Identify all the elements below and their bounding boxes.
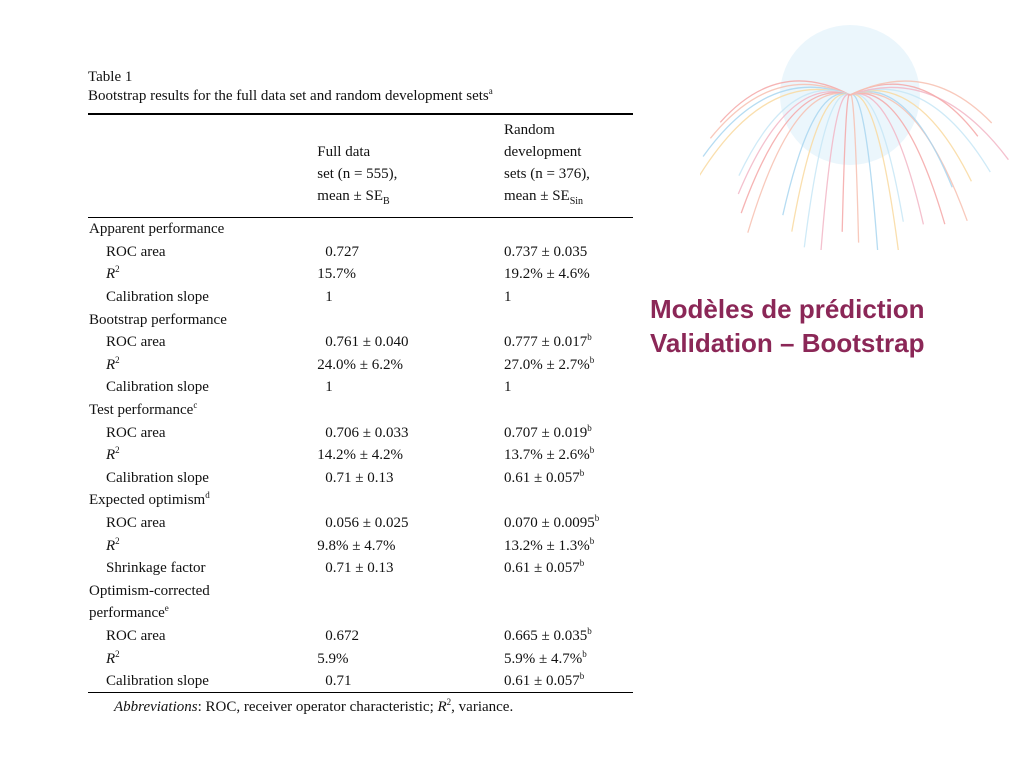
row-random-value-text: 0.737 ± 0.035 <box>503 243 588 260</box>
footnote-label: Abbreviations <box>114 699 198 716</box>
row-label <box>88 534 317 557</box>
row-label <box>88 625 317 648</box>
row-random-value-text: 0.61 ± 0.057 <box>503 560 580 577</box>
row-label <box>88 489 317 512</box>
table-row <box>88 286 633 309</box>
row-full-value-text: 1 <box>325 379 333 396</box>
row-full-value <box>317 376 504 399</box>
row-full-value-text: 0.706 ± 0.033 <box>325 424 409 441</box>
row-random-value <box>504 489 633 512</box>
row-label-sup: 2 <box>115 445 120 456</box>
table-row <box>88 331 633 354</box>
table-row <box>88 580 633 603</box>
row-full-value-text: 14.2% ± 4.2% <box>317 447 404 464</box>
table-footnote <box>88 699 633 716</box>
row-label-text: performance <box>89 605 165 622</box>
table-header-row <box>88 114 633 218</box>
row-full-value <box>317 467 504 490</box>
table-row <box>88 557 633 580</box>
row-label <box>88 399 317 422</box>
row-random-value-sup: b <box>579 671 585 682</box>
row-random-value-text: 13.7% ± 2.6% <box>503 447 590 464</box>
row-label-sup: d <box>205 490 210 501</box>
table-row <box>88 647 633 670</box>
table-row <box>88 376 633 399</box>
row-full-value <box>317 308 504 331</box>
row-label-text: Calibration slope <box>106 289 209 306</box>
row-label <box>88 354 317 377</box>
header-random-sub: Sin <box>569 196 584 207</box>
header-full-mean: mean ± SE <box>317 188 384 204</box>
row-full-value-text: 15.7% <box>317 266 357 283</box>
row-label <box>88 512 317 535</box>
row-label-sup: 2 <box>115 648 120 659</box>
row-random-value-text: 0.61 ± 0.057 <box>503 469 580 486</box>
header-full-data <box>317 114 504 218</box>
table-row <box>88 399 633 422</box>
row-random-value <box>504 670 633 693</box>
row-random-value-sup: b <box>579 467 585 478</box>
row-random-value <box>504 376 633 399</box>
row-label <box>88 670 317 693</box>
row-label-text: Shrinkage factor <box>106 560 206 577</box>
row-label-text: Expected optimism <box>89 492 206 509</box>
row-random-value <box>504 399 633 422</box>
header-full-line1: Full data <box>317 144 371 160</box>
row-full-value <box>317 241 504 264</box>
table-row <box>88 308 633 331</box>
row-full-value <box>317 399 504 422</box>
row-label <box>88 467 317 490</box>
row-full-value <box>317 286 504 309</box>
row-full-value <box>317 331 504 354</box>
header-random-line1: development <box>503 144 582 160</box>
row-label <box>88 286 317 309</box>
row-label-text: Optimism-corrected <box>89 582 210 599</box>
row-label-sup: 2 <box>115 264 120 275</box>
row-label-sup: 2 <box>115 354 120 365</box>
row-random-value-text: 0.665 ± 0.035 <box>503 627 588 644</box>
row-label-text: R <box>106 537 116 554</box>
row-label-text: R <box>106 650 116 667</box>
row-random-value-sup: b <box>594 513 600 524</box>
table-caption-sup: a <box>488 86 493 96</box>
row-label-text: R <box>106 266 116 283</box>
table-row <box>88 534 633 557</box>
row-full-value <box>317 489 504 512</box>
row-full-value-text: 1 <box>325 289 333 306</box>
table-row <box>88 241 633 264</box>
row-random-value-sup: b <box>582 648 587 659</box>
header-empty <box>88 114 317 218</box>
row-full-value <box>317 263 504 286</box>
footnote-text-a: : ROC, receiver operator characteristic; <box>197 699 438 716</box>
row-random-value <box>504 218 633 241</box>
row-label-text: R <box>106 356 116 373</box>
row-random-value <box>504 241 633 264</box>
row-random-value <box>504 331 633 354</box>
row-full-value-text: 0.71 <box>325 673 352 690</box>
row-label <box>88 444 317 467</box>
row-label-text: ROC area <box>106 334 166 351</box>
row-label-text: ROC area <box>106 243 166 260</box>
row-full-value <box>317 602 504 625</box>
row-random-value <box>504 354 633 377</box>
footnote-r-sup: 2 <box>446 697 452 708</box>
row-label-sup: c <box>193 400 198 411</box>
table-row <box>88 512 633 535</box>
row-random-value-text: 0.707 ± 0.019 <box>503 424 588 441</box>
row-random-value-text: 13.2% ± 1.3% <box>503 537 590 554</box>
header-full-line3 <box>317 185 504 213</box>
table-caption <box>88 68 633 106</box>
row-full-value-text: 0.056 ± 0.025 <box>325 515 409 532</box>
row-random-value-sup: b <box>587 332 592 343</box>
row-label <box>88 218 317 241</box>
row-label-text: Calibration slope <box>106 469 209 486</box>
row-random-value-text: 5.9% ± 4.7% <box>503 650 583 667</box>
row-random-value-sup: b <box>589 354 595 365</box>
row-random-value <box>504 421 633 444</box>
row-random-value-text: 1 <box>503 379 512 396</box>
table-row <box>88 444 633 467</box>
table-row <box>88 602 633 625</box>
row-label <box>88 421 317 444</box>
row-full-value <box>317 557 504 580</box>
table-row <box>88 421 633 444</box>
row-random-value-text: 0.070 ± 0.0095 <box>503 515 595 532</box>
header-full-sub: B <box>383 196 390 207</box>
table-caption-text: Bootstrap results for the full data set and random development sets <box>88 88 489 104</box>
row-label-text: ROC area <box>106 627 166 644</box>
row-random-value-sup: b <box>587 422 592 433</box>
row-label-text: Calibration slope <box>106 673 209 690</box>
row-random-value-text: 1 <box>503 289 512 306</box>
table-caption-line <box>88 87 633 106</box>
row-label <box>88 580 317 603</box>
row-full-value <box>317 218 504 241</box>
footnote-text-b: , variance. <box>451 699 514 716</box>
table-row <box>88 467 633 490</box>
header-random-line0: Random <box>503 122 555 138</box>
bootstrap-results-table-block <box>88 68 633 716</box>
row-full-value <box>317 647 504 670</box>
row-random-value <box>504 467 633 490</box>
row-full-value-text: 0.672 <box>325 627 360 644</box>
row-label-sup: 2 <box>115 535 120 546</box>
row-random-value <box>504 557 633 580</box>
row-full-value-text: 0.761 ± 0.040 <box>325 334 409 351</box>
header-random-sets <box>504 114 633 218</box>
row-full-value <box>317 670 504 693</box>
row-random-value <box>504 512 633 535</box>
row-full-value <box>317 444 504 467</box>
row-label <box>88 331 317 354</box>
row-label-text: Calibration slope <box>106 379 209 396</box>
table-row <box>88 263 633 286</box>
row-label <box>88 602 317 625</box>
decorative-palm-artwork <box>700 0 1024 250</box>
row-full-value-text: 5.9% <box>317 650 349 667</box>
table-body <box>88 218 633 693</box>
row-random-value <box>504 534 633 557</box>
slide-title-line2: Validation – Bootstrap <box>650 328 925 358</box>
row-random-value-text: 0.777 ± 0.017 <box>503 334 588 351</box>
row-random-value-text: 0.61 ± 0.057 <box>503 673 580 690</box>
row-label-sup: e <box>164 603 169 614</box>
table-row <box>88 670 633 693</box>
header-full-line2: set (n = 555), <box>317 166 398 182</box>
row-label <box>88 241 317 264</box>
row-full-value <box>317 421 504 444</box>
row-label <box>88 647 317 670</box>
footnote-r: R <box>437 699 447 716</box>
row-random-value <box>504 308 633 331</box>
row-random-value-sup: b <box>587 625 592 636</box>
slide-title <box>650 292 1010 360</box>
row-random-value <box>504 580 633 603</box>
row-random-value-sup: b <box>589 445 595 456</box>
results-table <box>88 113 633 693</box>
table-row <box>88 625 633 648</box>
table-label: Table 1 <box>88 69 133 85</box>
row-random-value-text: 19.2% ± 4.6% <box>503 266 590 283</box>
row-full-value <box>317 580 504 603</box>
row-random-value <box>504 444 633 467</box>
row-full-value-text: 0.727 <box>325 243 360 260</box>
row-label <box>88 557 317 580</box>
row-random-value <box>504 263 633 286</box>
header-random-mean: mean ± SE <box>503 188 570 204</box>
row-random-value-text: 27.0% ± 2.7% <box>503 356 590 373</box>
row-full-value-text: 0.71 ± 0.13 <box>325 560 394 577</box>
row-random-value <box>504 625 633 648</box>
row-label-text: Test performance <box>89 402 194 419</box>
table-row <box>88 489 633 512</box>
row-label-text: Apparent performance <box>89 221 225 238</box>
row-label-text: Bootstrap performance <box>89 311 227 328</box>
row-random-value <box>504 286 633 309</box>
row-random-value-sup: b <box>589 535 595 546</box>
row-label-text: ROC area <box>106 515 166 532</box>
row-label-text: ROC area <box>106 424 166 441</box>
row-label <box>88 376 317 399</box>
row-full-value <box>317 625 504 648</box>
row-random-value <box>504 647 633 670</box>
table-row <box>88 218 633 241</box>
row-full-value-text: 9.8% ± 4.7% <box>317 537 396 554</box>
row-random-value-sup: b <box>579 558 585 569</box>
row-full-value <box>317 354 504 377</box>
row-full-value-text: 24.0% ± 6.2% <box>317 356 404 373</box>
row-label <box>88 308 317 331</box>
header-random-line3 <box>504 185 633 213</box>
header-random-line2: sets (n = 376), <box>503 166 590 182</box>
slide-title-line1: Modèles de prédiction <box>650 294 925 324</box>
row-full-value <box>317 534 504 557</box>
row-full-value <box>317 512 504 535</box>
row-full-value-text: 0.71 ± 0.13 <box>325 469 394 486</box>
row-random-value <box>504 602 633 625</box>
table-row <box>88 354 633 377</box>
row-label <box>88 263 317 286</box>
row-label-text: R <box>106 447 116 464</box>
